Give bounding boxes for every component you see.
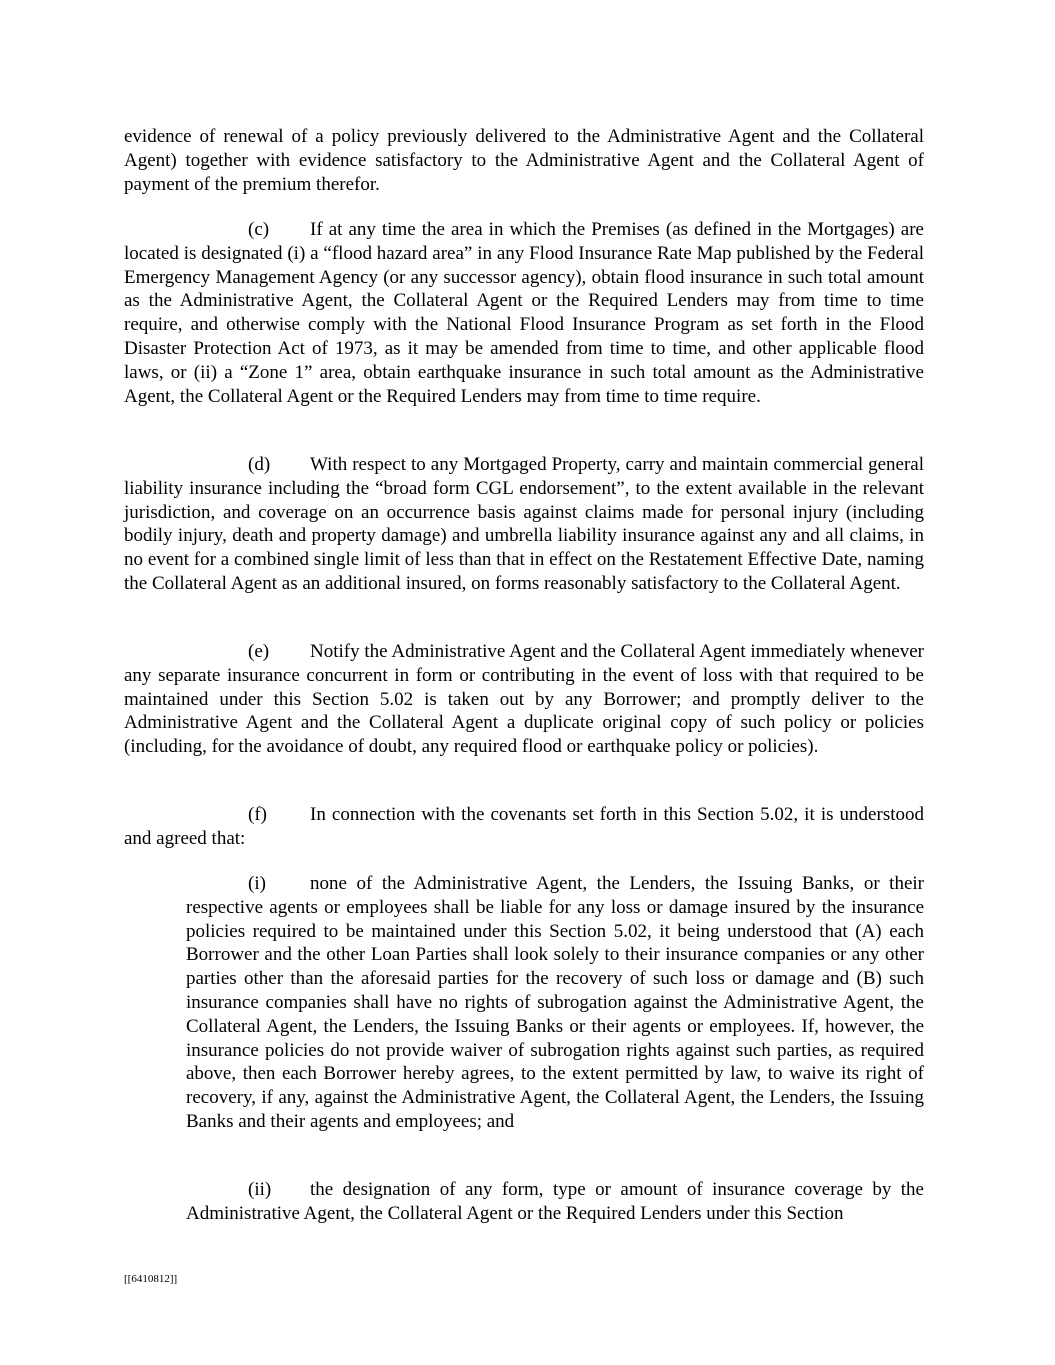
- document-footer-id: [[6410812]]: [124, 1273, 178, 1285]
- paragraph-label: (ii): [248, 1179, 272, 1200]
- paragraph-text: If at any time the area in which the Premises (as defined in the Mortgages) are located is designated (i) a “flood hazard area” in any Flood Insurance Rate Map published by the Federal Emergency Management Agency (or any successor agency), obtain flood insurance in such total amount as the Administrative Agent, the Collateral Agent or the Required Lenders may from time to time require, and otherwise comply with the National Flood Insurance Program as set forth in the Flood Disaster Protection Act of 1973, as it may be amended from time to time, and other applicable flood laws, or (ii) a “Zone 1” area, obtain earthquake insurance in such total amount as the Administrative Agent, the Collateral Agent or the Required Lenders may from time to time require.: [124, 219, 924, 407]
- paragraph-text: In connection with the covenants set forth in this Section 5.02, it is understood and agreed that:: [124, 804, 924, 849]
- paragraph-d: [124, 453, 924, 596]
- paragraph-text: none of the Administrative Agent, the Lenders, the Issuing Banks, or their respective agents or employees shall be liable for any loss or damage insured by the insurance policies required to be maintained under this Section 5.02, it being understood that (A) each Borrower and the other Loan Parties shall look solely to their insurance companies or any other parties other than the aforesaid parties for the recovery of such loss or damage and (B) such insurance companies shall have no rights of subrogation against the Administrative Agent, the Collateral Agent, the Lenders, the Issuing Banks or their agents or employees. If, however, the insurance policies do not provide waiver of subrogation rights against such parties, as required above, then each Borrower hereby agrees, to the extent permitted by law, to waive its right of recovery, if any, against the Administrative Agent, the Collateral Agent, the Lenders, the Issuing Banks and their agents and employees; and: [186, 873, 924, 1132]
- paragraph-label: (i): [248, 873, 266, 894]
- paragraph-text: evidence of renewal of a policy previously delivered to the Administrative Agent and the Collateral Agent) together with evidence satisfactory to the Administrative Agent and the Collateral Agent of payment of the premium therefor.: [124, 126, 924, 195]
- paragraph-label: (e): [248, 641, 270, 662]
- subparagraph-i: [186, 872, 924, 1134]
- paragraph-label: (f): [248, 804, 267, 825]
- paragraph-continuation: [124, 125, 924, 196]
- paragraph-f: [124, 803, 924, 851]
- paragraph-c: [124, 218, 924, 408]
- paragraph-e: [124, 640, 924, 759]
- paragraph-text: With respect to any Mortgaged Property, carry and maintain commercial general liability insurance including the “broad form CGL endorsement”, to the extent available in the relevant jurisdiction, and coverage on an occurrence basis against claims made for personal injury (including bodily injury, death and property damage) and umbrella liability insurance against any and all claims, in no event for a combined single limit of less than that in effect on the Restatement Effective Date, naming the Collateral Agent as an additional insured, on forms reasonably satisfactory to the Collateral Agent.: [124, 454, 924, 594]
- subparagraph-ii: [186, 1178, 924, 1226]
- paragraph-label: (d): [248, 454, 271, 475]
- paragraph-label: (c): [248, 219, 270, 240]
- paragraph-text: Notify the Administrative Agent and the Collateral Agent immediately whenever any separate insurance concurrent in form or contributing in the event of loss with that required to be maintained under this Section 5.02 is taken out by any Borrower; and promptly deliver to the Administrative Agent and the Collateral Agent a duplicate original copy of such policy or policies (including, for the avoidance of doubt, any required flood or earthquake policy or policies).: [124, 641, 924, 758]
- paragraph-text: the designation of any form, type or amount of insurance coverage by the Administrative Agent, the Collateral Agent or the Required Lenders under this Section: [186, 1179, 924, 1224]
